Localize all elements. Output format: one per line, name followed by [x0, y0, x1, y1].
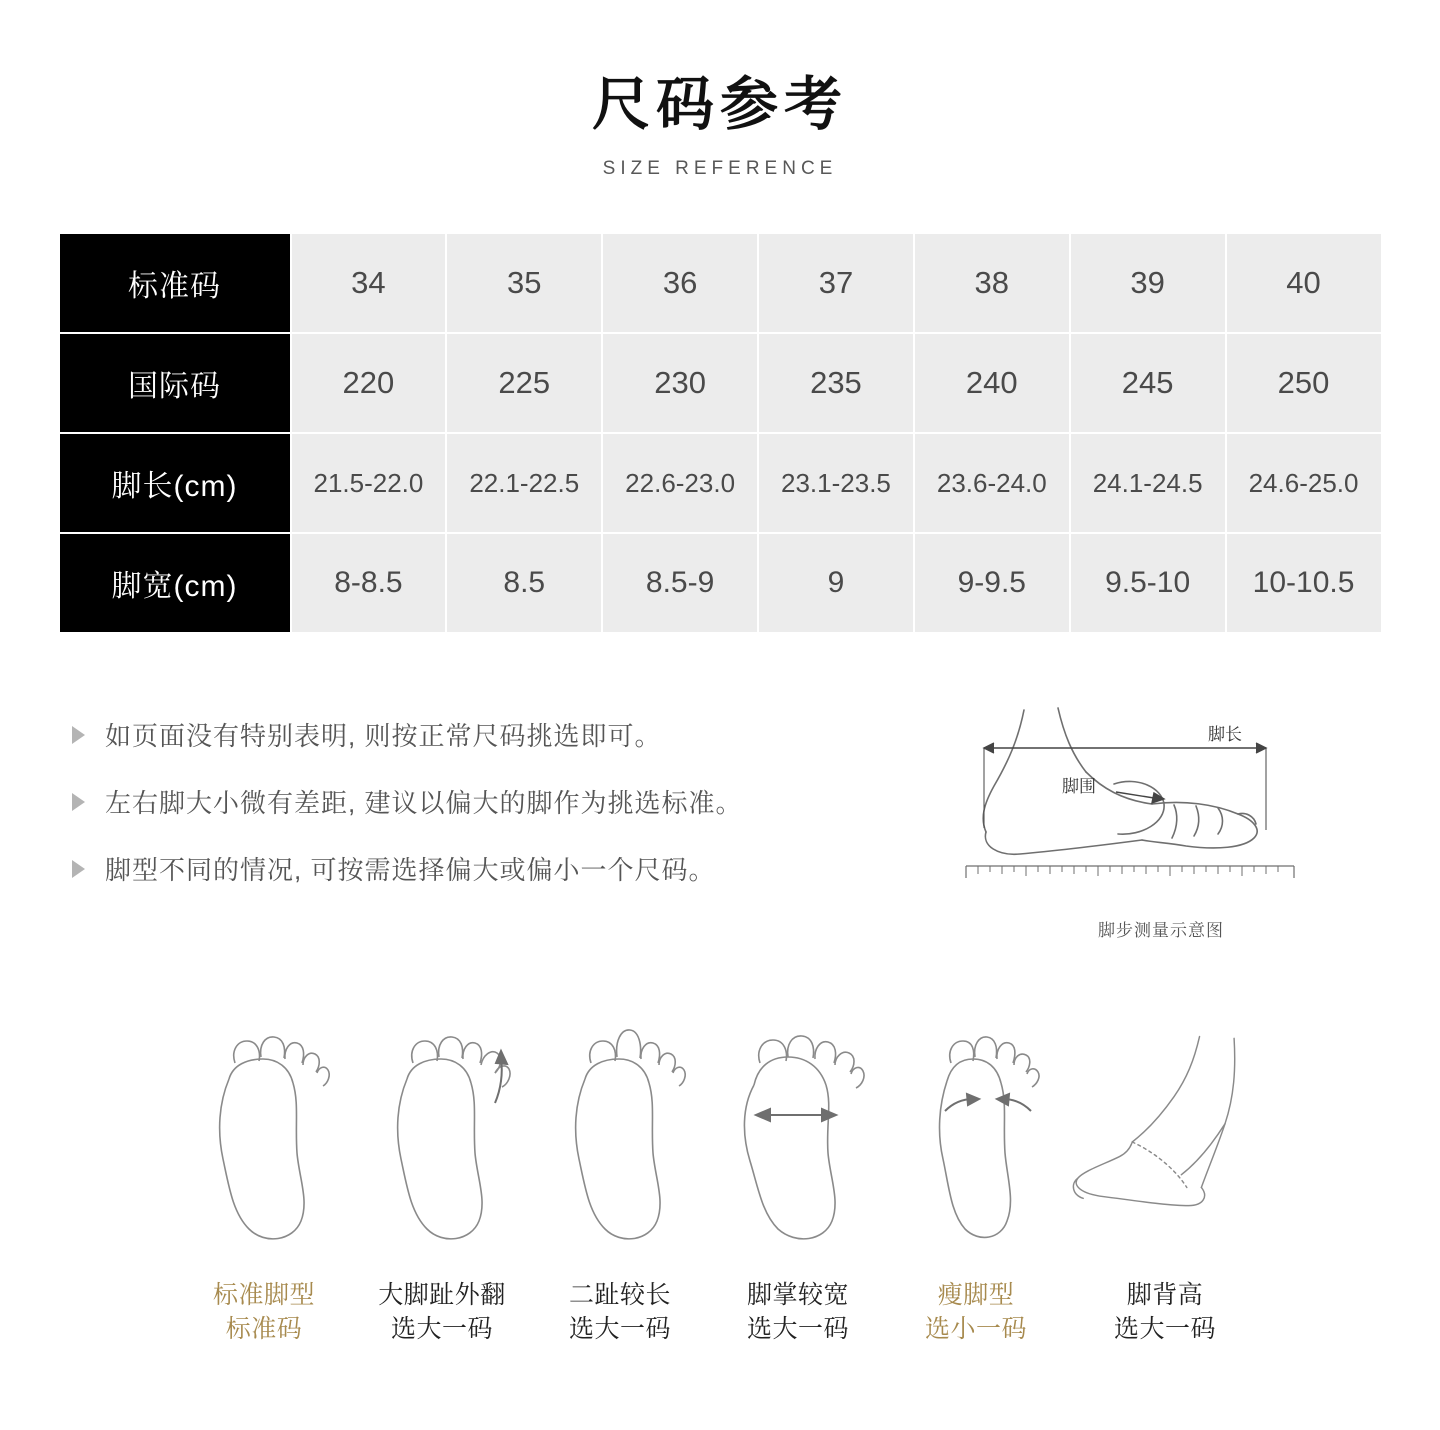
cell-width-6: 9.5-10 [1070, 533, 1226, 633]
cell-intl-6: 245 [1070, 333, 1226, 433]
size-table-wrapper [58, 232, 1383, 634]
note-text: 左右脚大小微有差距, 建议以偏大的脚作为挑选标准。 [105, 788, 743, 818]
table-row [59, 333, 1382, 433]
cell-standard-38: 38 [914, 233, 1070, 333]
cell-intl-2: 225 [446, 333, 602, 433]
cell-length-3: 22.6-23.0 [602, 433, 758, 533]
foot-type-line1: 脚背高 [1126, 1281, 1204, 1309]
table-row [59, 533, 1382, 633]
list-item [72, 783, 946, 820]
foot-type-long-second-toe [531, 997, 709, 1347]
table-row [59, 233, 1382, 333]
cell-width-7: 10-10.5 [1226, 533, 1382, 633]
foot-type-label [709, 1279, 887, 1347]
cell-width-5: 9-9.5 [914, 533, 1070, 633]
size-reference-table [58, 232, 1383, 634]
cell-intl-7: 250 [1226, 333, 1382, 433]
foot-type-line2: 选大一码 [746, 1314, 849, 1343]
foot-type-line1: 大脚趾外翻 [378, 1281, 506, 1309]
footprint-bunion-icon [353, 997, 531, 1257]
foot-type-line1: 标准脚型 [212, 1281, 315, 1309]
note-text: 脚型不同的情况, 可按需选择偏大或偏小一个尺码。 [105, 855, 716, 885]
cell-standard-40: 40 [1226, 233, 1382, 333]
diagram-caption: 脚步测量示意图 [1098, 921, 1224, 940]
footprint-wide-forefoot-icon [709, 997, 887, 1257]
cell-width-4: 9 [758, 533, 914, 633]
page-header [0, 0, 1440, 180]
foot-type-label [1065, 1279, 1265, 1347]
list-item [72, 716, 946, 753]
row-header-international-size: 国际码 [59, 333, 291, 433]
foot-type-line2: 标准码 [225, 1314, 303, 1343]
foot-type-bunion [353, 997, 531, 1347]
list-item [72, 850, 946, 887]
foot-type-line2: 选大一码 [1113, 1314, 1216, 1343]
cell-length-4: 23.1-23.5 [758, 433, 914, 533]
foot-type-line2: 选大一码 [568, 1314, 671, 1343]
cell-length-1: 21.5-22.0 [291, 433, 447, 533]
foot-side-high-instep-icon [1065, 997, 1265, 1257]
foot-measurement-diagram [946, 700, 1376, 941]
cell-length-7: 24.6-25.0 [1226, 433, 1382, 533]
cell-intl-3: 230 [602, 333, 758, 433]
footprint-narrow-icon [887, 997, 1065, 1257]
cell-standard-35: 35 [446, 233, 602, 333]
foot-type-label [353, 1279, 531, 1347]
cell-standard-34: 34 [291, 233, 447, 333]
cell-length-2: 22.1-22.5 [446, 433, 602, 533]
table-row [59, 433, 1382, 533]
diagram-girth-label: 脚围 [1062, 777, 1096, 796]
triangle-bullet-icon [72, 860, 85, 878]
foot-type-label [887, 1279, 1065, 1347]
row-header-foot-width: 脚宽(cm) [59, 533, 291, 633]
foot-type-line2: 选小一码 [924, 1314, 1027, 1343]
cell-width-1: 8-8.5 [291, 533, 447, 633]
foot-type-line1: 二趾较长 [568, 1281, 671, 1309]
foot-type-line1: 瘦脚型 [937, 1281, 1015, 1309]
foot-type-narrow [887, 997, 1065, 1347]
foot-type-high-instep [1065, 997, 1265, 1347]
cell-intl-5: 240 [914, 333, 1070, 433]
foot-type-line1: 脚掌较宽 [746, 1281, 849, 1309]
foot-type-wide-forefoot [709, 997, 887, 1347]
page-title: 尺码参考 [591, 72, 848, 137]
cell-standard-37: 37 [758, 233, 914, 333]
row-header-standard-size: 标准码 [59, 233, 291, 333]
notes-and-diagram [0, 700, 1440, 941]
diagram-length-label: 脚长 [1208, 725, 1242, 744]
triangle-bullet-icon [72, 793, 85, 811]
cell-standard-36: 36 [602, 233, 758, 333]
footprint-standard-icon [175, 997, 353, 1257]
page-subtitle: SIZE REFERENCE [602, 158, 838, 179]
row-header-foot-length: 脚长(cm) [59, 433, 291, 533]
cell-standard-39: 39 [1070, 233, 1226, 333]
foot-type-line2: 选大一码 [390, 1314, 493, 1343]
cell-length-6: 24.1-24.5 [1070, 433, 1226, 533]
cell-intl-4: 235 [758, 333, 914, 433]
foot-measure-illustration-icon [946, 700, 1376, 905]
cell-intl-1: 220 [291, 333, 447, 433]
notes-list [72, 700, 946, 917]
triangle-bullet-icon [72, 726, 85, 744]
cell-width-2: 8.5 [446, 533, 602, 633]
foot-type-label [531, 1279, 709, 1347]
footprint-long-second-toe-icon [531, 997, 709, 1257]
foot-type-gallery [0, 997, 1440, 1347]
foot-type-standard [175, 997, 353, 1347]
cell-width-3: 8.5-9 [602, 533, 758, 633]
foot-type-label [175, 1279, 353, 1347]
note-text: 如页面没有特别表明, 则按正常尺码挑选即可。 [105, 721, 662, 751]
cell-length-5: 23.6-24.0 [914, 433, 1070, 533]
